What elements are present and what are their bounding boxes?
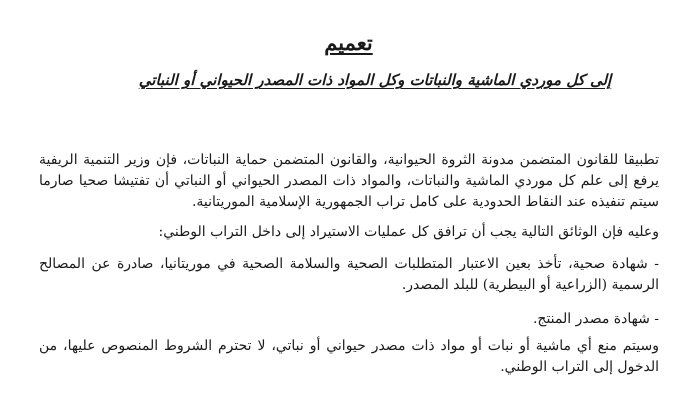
document-title: تعميم bbox=[324, 30, 373, 55]
paragraph-intro: تطبيقا للقانون المتضمن مدونة الثروة الحيوانية، والقانون المتضمن حماية النباتات، فإن وزير التنمية الريفية يرفع إلى علم كل موردي الماشية والنباتات، والمواد ذات المصدر الحيواني أو النباتي أن تفتيشا صحيا صارما سيتم تنفيذه عند النقاط الحدودية على كامل تراب الجمهورية الإسلامية الموريتانية. bbox=[39, 152, 659, 210]
paragraph-required-documents: وعليه فإن الوثائق التالية يجب أن ترافق كل عمليات الاستيراد إلى داخل التراب الوطني: bbox=[158, 224, 659, 240]
paragraph-prohibition: وسيتم منع أي ماشية أو نبات أو مواد ذات مصدر حيواني أو نباتي، لا تحترم الشروط المنصوص عليها، من الدخول إلى التراب الوطني. bbox=[39, 338, 659, 375]
document-subtitle: إلى كل موردي الماشية والنباتات وكل المواد ذات المصدر الحيواني أو النباتي bbox=[138, 71, 612, 89]
list-item-origin-certificate: - شهادة مصدر المنتج. bbox=[532, 311, 659, 327]
list-item-health-certificate: - شهادة صحية، تأخذ بعين الاعتبار المتطلبات الصحية والسلامة الصحية في موريتانيا، صادرة عن المصالح الرسمية (الزراعية أو البيطرية) للبلد المصدر. bbox=[39, 256, 659, 293]
